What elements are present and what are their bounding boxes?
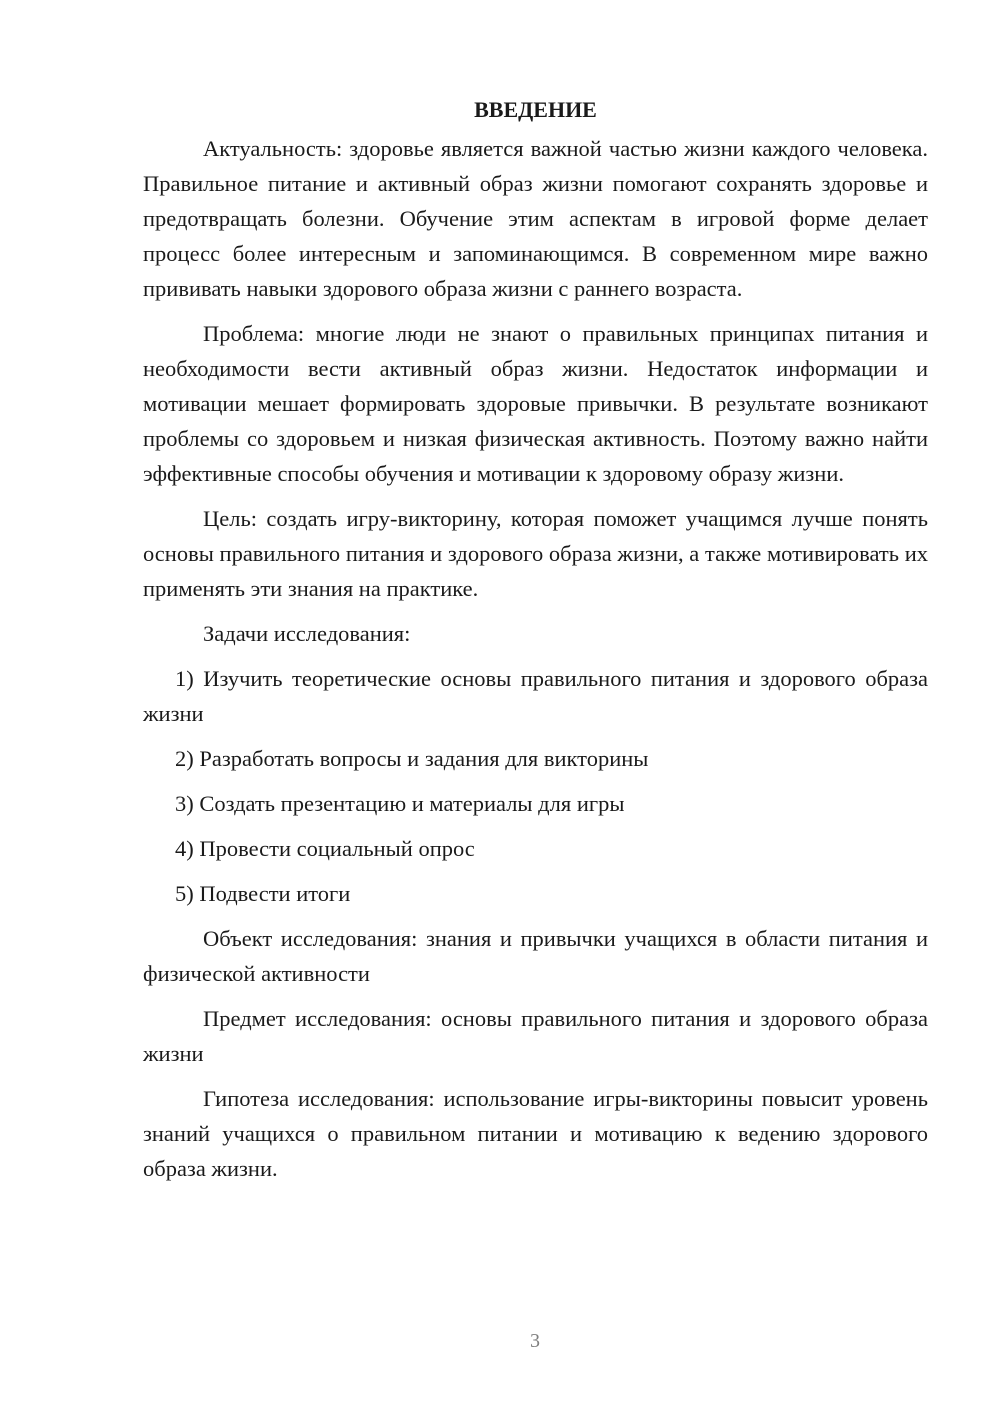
- relevance-paragraph: Актуальность: здоровье является важной частью жизни каждого человека. Правильное питание и активный образ жизни помогают сохранять здоровье и предотвращать болезни. Обучение этим аспектам в игровой форме делает процесс более интересным и запоминающимся. В современном мире важно прививать навыки здорового образа жизни с раннего возраста.: [143, 136, 928, 301]
- task-item-5: 5) Подвести итоги: [175, 881, 351, 906]
- page-number: 3: [530, 1330, 540, 1352]
- research-object-paragraph: Объект исследования: знания и привычки учащихся в области питания и физической активности: [143, 926, 928, 986]
- task-item-3: 3) Создать презентацию и материалы для игры: [175, 791, 625, 816]
- page-content: [143, 92, 928, 1196]
- tasks-title: Задачи исследования:: [203, 621, 411, 646]
- problem-paragraph: Проблема: многие люди не знают о правильных принципах питания и необходимости вести активный образ жизни. Недостаток информации и мотивации мешает формировать здоровые привычки. В результате возникают проблемы со здоровьем и низкая физическая активность. Поэтому важно найти эффективные способы обучения и мотивации к здоровому образу жизни.: [143, 321, 928, 486]
- goal-paragraph: Цель: создать игру-викторину, которая поможет учащимся лучше понять основы правильного питания и здорового образа жизни, а также мотивировать их применять эти знания на практике.: [143, 506, 928, 601]
- research-subject-paragraph: Предмет исследования: основы правильного питания и здорового образа жизни: [143, 1006, 928, 1066]
- task-item-1: 1) Изучить теоретические основы правильного питания и здорового образа жизни: [143, 666, 928, 726]
- section-heading: ВВЕДЕНИЕ: [474, 97, 597, 122]
- research-hypothesis-paragraph: Гипотеза исследования: использование игры-викторины повысит уровень знаний учащихся о правильном питании и мотивацию к ведению здорового образа жизни.: [143, 1086, 928, 1181]
- task-item-4: 4) Провести социальный опрос: [175, 836, 475, 861]
- task-item-2: 2) Разработать вопросы и задания для викторины: [175, 746, 649, 771]
